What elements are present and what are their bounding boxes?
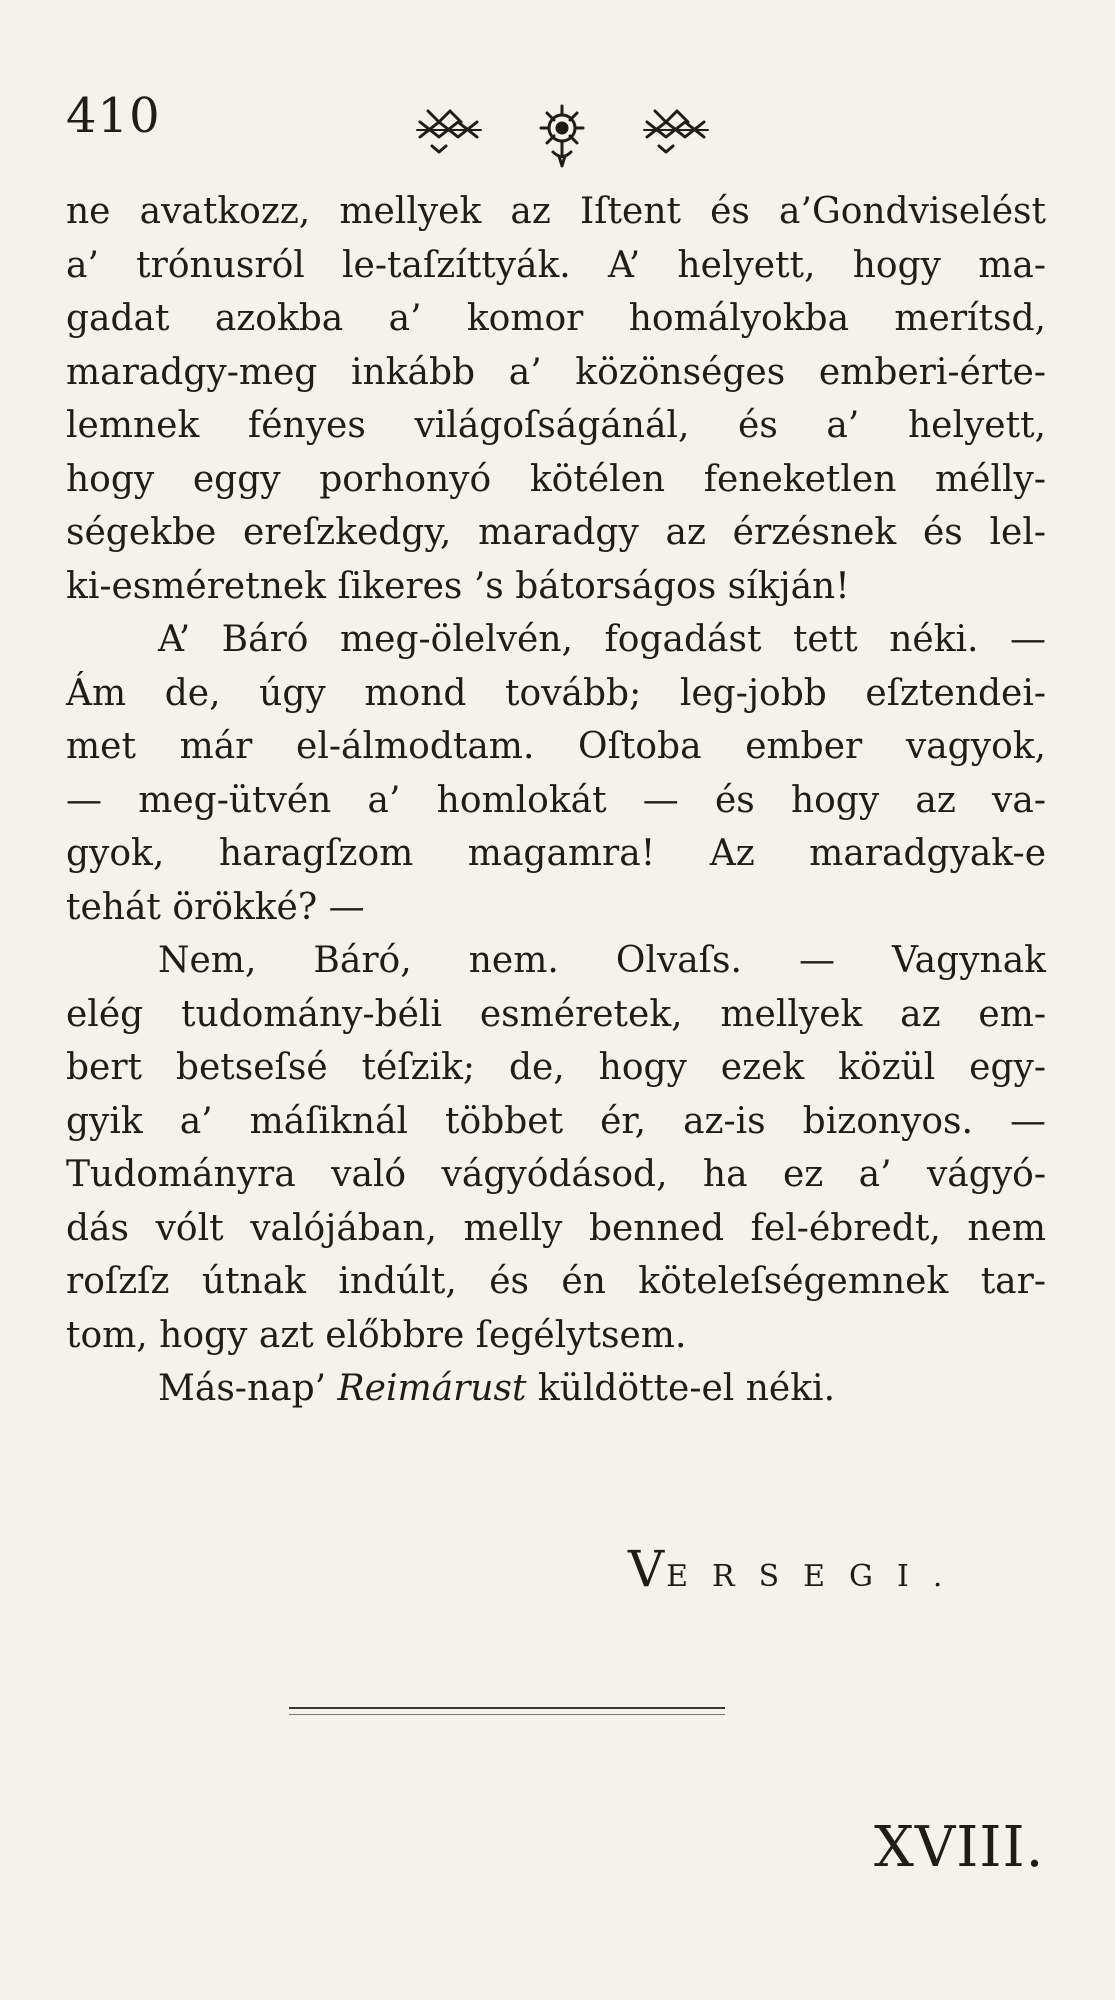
text-line: roſzſz útnak indúlt, és én köteleſségemnek tar-	[66, 1261, 1046, 1302]
divider-line	[289, 1714, 725, 1715]
signature-small-caps: ERSEGI.	[666, 1559, 967, 1594]
center-flower-icon	[541, 106, 583, 166]
italic-name: Reimárust	[337, 1368, 527, 1409]
left-ornament-icon	[417, 111, 481, 152]
text-line: dás vólt valójában, melly benned fel-ébredt, nem	[66, 1207, 1046, 1249]
main-text	[66, 185, 1046, 1416]
signature-first-letter: V	[628, 1540, 667, 1598]
text-line: elég tudomány-béli esméretek, mellyek az em-	[66, 993, 1046, 1035]
signature	[628, 1540, 1008, 1600]
text-line: Ám de, úgy mond tovább; leg-jobb eſztendei-	[66, 672, 1046, 714]
text-line: bert betseſsé téſzik; de, hogy ezek közül egy-	[66, 1047, 1046, 1088]
text-line: met már el-álmodtam. Oſtoba ember vagyok,	[66, 726, 1046, 767]
text-line: gyik a’ máſiknál többet ér, az-is bizonyos. —	[66, 1100, 1046, 1142]
text-line: a’ trónusról le-taſzíttyák. A’ helyett, hogy ma-	[66, 244, 1046, 286]
text-line: hogy eggy porhonyó kötélen feneketlen mélly-	[66, 458, 1046, 500]
right-ornament-icon	[644, 111, 708, 152]
page-number: 410	[66, 88, 161, 144]
text-line: tehát örökké? —	[66, 886, 365, 928]
text-line: Nem, Báró, nem. Olvaſs. — Vagynak	[158, 940, 1046, 981]
text-line: ki-esméretnek ſikeres ’s bátorságos síkján!	[66, 565, 850, 607]
text-line: A’ Báró meg-ölelvén, fogadást tett néki. —	[158, 619, 1046, 660]
text-line: ne avatkozz, mellyek az Iſtent és a’Gondviselést	[66, 191, 1046, 232]
divider-line	[289, 1707, 725, 1709]
text-line-before-name: Más-nap’	[158, 1368, 338, 1409]
text-line: Tudományra való vágyódásod, ha ez a’ vágyó-	[66, 1154, 1046, 1195]
text-line: gyok, haragſzom magamra! Az maradgyak-e	[66, 833, 1046, 874]
text-line: lemnek fényes világoſságánál, és a’ helyett,	[66, 405, 1046, 446]
text-line	[66, 1362, 1046, 1416]
text-line: ségekbe ereſzkedgy, maradgy az érzésnek és lel-	[66, 512, 1046, 553]
decorative-ornament-icon	[415, 98, 710, 168]
text-line: gadat azokba a’ komor homályokba merítsd,	[66, 298, 1046, 339]
text-line-after-name: küldötte-el néki.	[526, 1368, 836, 1409]
catchword: XVIII.	[874, 1815, 1045, 1880]
text-line: — meg-ütvén a’ homlokát — és hogy az va-	[66, 779, 1046, 821]
text-line: maradgy-meg inkább a’ közönséges emberi-érte-	[66, 351, 1046, 393]
text-line: tom, hogy azt előbbre ſegélytsem.	[66, 1314, 687, 1356]
